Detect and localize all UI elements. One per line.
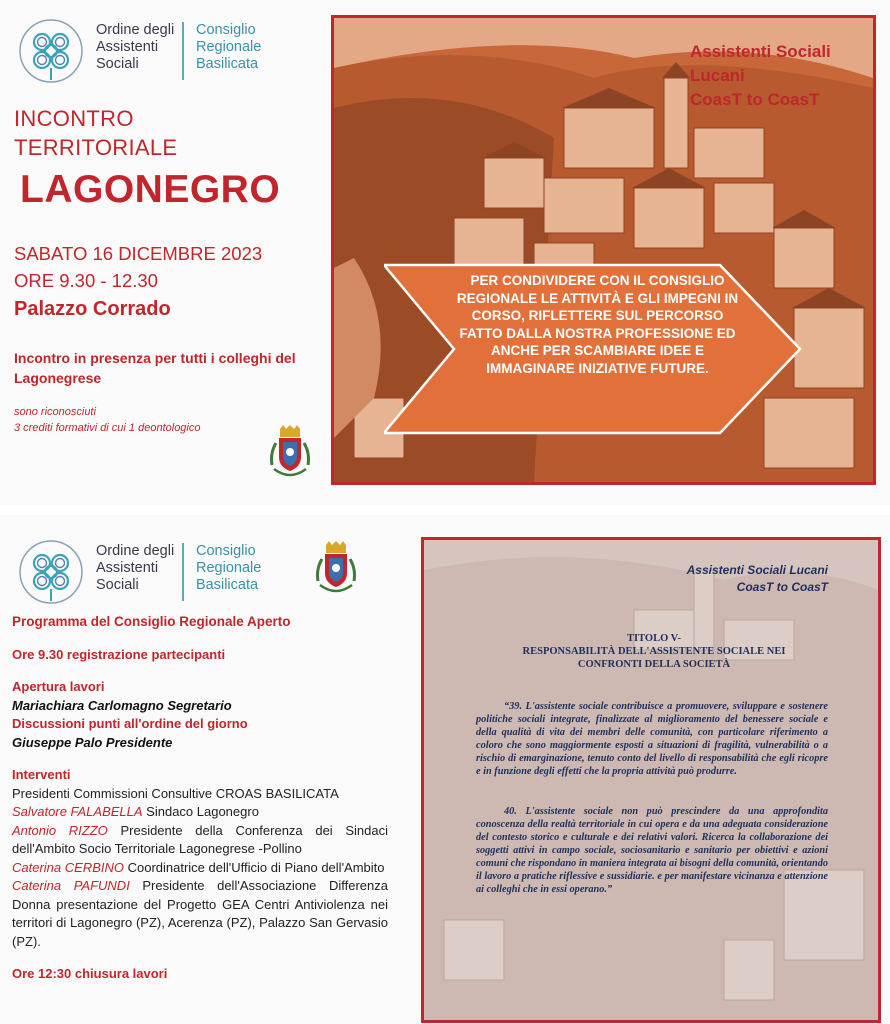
- opening-person: Mariachiara Carlomagno Segretario: [12, 697, 232, 713]
- article-40: 40. L'assistente sociale non può prescindere da una approfondita conoscenza della realtà territoriale in cui opera e da una adeguata considerazione del contesto storico e culturale e dei relativi valori. Ricerca la collaborazione dei soggetti attivi in campo sociale, sociosanitario e sanitario per obiettivi e azioni comuni che rispondano in maniera integrata ai bisogni della comunità, orientando il lavoro a pratiche riflessive e sussidiarie. e per manifestare vicinanza e attenzione ai colleghi che in essi operano.”: [476, 806, 828, 895]
- logo-separator: [182, 543, 184, 601]
- program-flyer: [0, 515, 890, 1024]
- speaker-name: Antonio RIZZO: [12, 822, 108, 838]
- event-credits: sono riconosciuti 3 crediti formativi di cui 1 deontologico: [14, 406, 201, 434]
- speech-item: Presidenti Commissioni Consultive CROAS BASILICATA: [12, 785, 339, 801]
- event-flyer: [0, 0, 890, 505]
- speaker-role: Presidente dell'Associazione Differenza Donna presentazione del Progetto GEA Centri Antiviolenza nei territori di Lagonegro (PZ), Acerenza (PZ), Palazzo San Gervasio (PZ).: [12, 878, 388, 949]
- event-time: ORE 9.30 - 12.30: [14, 270, 158, 291]
- article-39: “39. L'assistente sociale contribuisce a promuovere, sviluppare e sostenere politiche sociali integrate, finalizzate al miglioramento del benessere sociale e della qualità di vita dei membri delle comunità, con particolare riferimento a coloro che sono maggiormente esposti a situazioni di fragilità, vulnerabilità o a rischio di emarginazione, tenuto conto del livello di responsabilità che egli ricopre e in funzione degli effetti che la propria attività può produrre.: [476, 701, 828, 777]
- ethics-code-panel: [421, 537, 881, 1023]
- event-venue: Palazzo Corrado: [14, 298, 171, 320]
- message-text: PER CONDIVIDERE CON IL CONSIGLIO REGIONALE LE ATTIVITÀ E GLI IMPEGNI IN CORSO, RIFLETTERE SUL PERCORSO FATTO DALLA NOSTRA PROFESSIONE ED ANCHE PER SCAMBIARE IDEE E IMMAGINARE INIZIATIVE FUTURE.: [456, 273, 739, 376]
- speaker-name: Caterina PAFUNDI: [12, 878, 130, 893]
- discussion-person: Giuseppe Palo Presidente: [12, 734, 173, 750]
- event-date: SABATO 16 DICEMBRE 2023: [14, 243, 263, 264]
- speaker-name: Caterina CERBINO: [12, 859, 124, 875]
- municipal-crest-icon: [312, 541, 360, 599]
- closing-time: Ore 12:30 chiusura lavori: [12, 966, 168, 981]
- speaker-role: Presidente della Conferenza dei Sindaci dell'Ambito Socio Territoriale Lagonegrese -Pollino: [12, 822, 389, 856]
- council-name: Consiglio Regionale Basilicata: [196, 543, 262, 593]
- org-name: Ordine degli Assistenti Sociali: [96, 543, 175, 593]
- municipal-crest-icon: [266, 425, 314, 483]
- program-title: Programma del Consiglio Regionale Aperto: [12, 614, 291, 629]
- speaker-role: Coordinatrice dell'Ufficio di Piano dell'Ambito: [123, 859, 385, 875]
- council-name: Consiglio Regionale Basilicata: [196, 22, 262, 72]
- faded-village-background: [424, 540, 878, 1020]
- event-city: LAGONEGRO: [20, 168, 281, 211]
- org-name: Ordine degli Assistenti Sociali: [96, 22, 175, 72]
- code-title: TITOLO V- RESPONSABILITÀ DELL'ASSISTENTE SOCIALE NEI CONFRONTI DELLA SOCIETÀ: [522, 633, 786, 670]
- speeches-label: Interventi: [12, 767, 71, 782]
- organization-logo: [18, 18, 268, 90]
- event-type: INCONTRO TERRITORIALE: [14, 106, 178, 160]
- organization-logo-bottom: [18, 539, 268, 611]
- panel-divider: [0, 505, 890, 515]
- speaker-name: Salvatore FALABELLA: [12, 804, 143, 819]
- code-header: Assistenti Sociali Lucani CoasT to CoasT: [686, 563, 828, 594]
- event-note: Incontro in presenza per tutti i colleghi del Lagonegrese: [14, 350, 296, 386]
- knot-logo-icon: [18, 539, 84, 605]
- knot-logo-icon: [18, 18, 84, 84]
- speaker-role: Sindaco Lagonegro: [142, 804, 259, 819]
- program-list: [12, 613, 388, 984]
- opening-label: Apertura lavori: [12, 679, 105, 694]
- discussion-label: Discussioni punti all'ordine del giorno: [12, 716, 248, 731]
- registration-time: Ore 9.30 registrazione partecipanti: [12, 646, 226, 662]
- logo-separator: [182, 22, 184, 80]
- photo-title: Assistenti Sociali Lucani CoasT to CoasT: [690, 42, 831, 109]
